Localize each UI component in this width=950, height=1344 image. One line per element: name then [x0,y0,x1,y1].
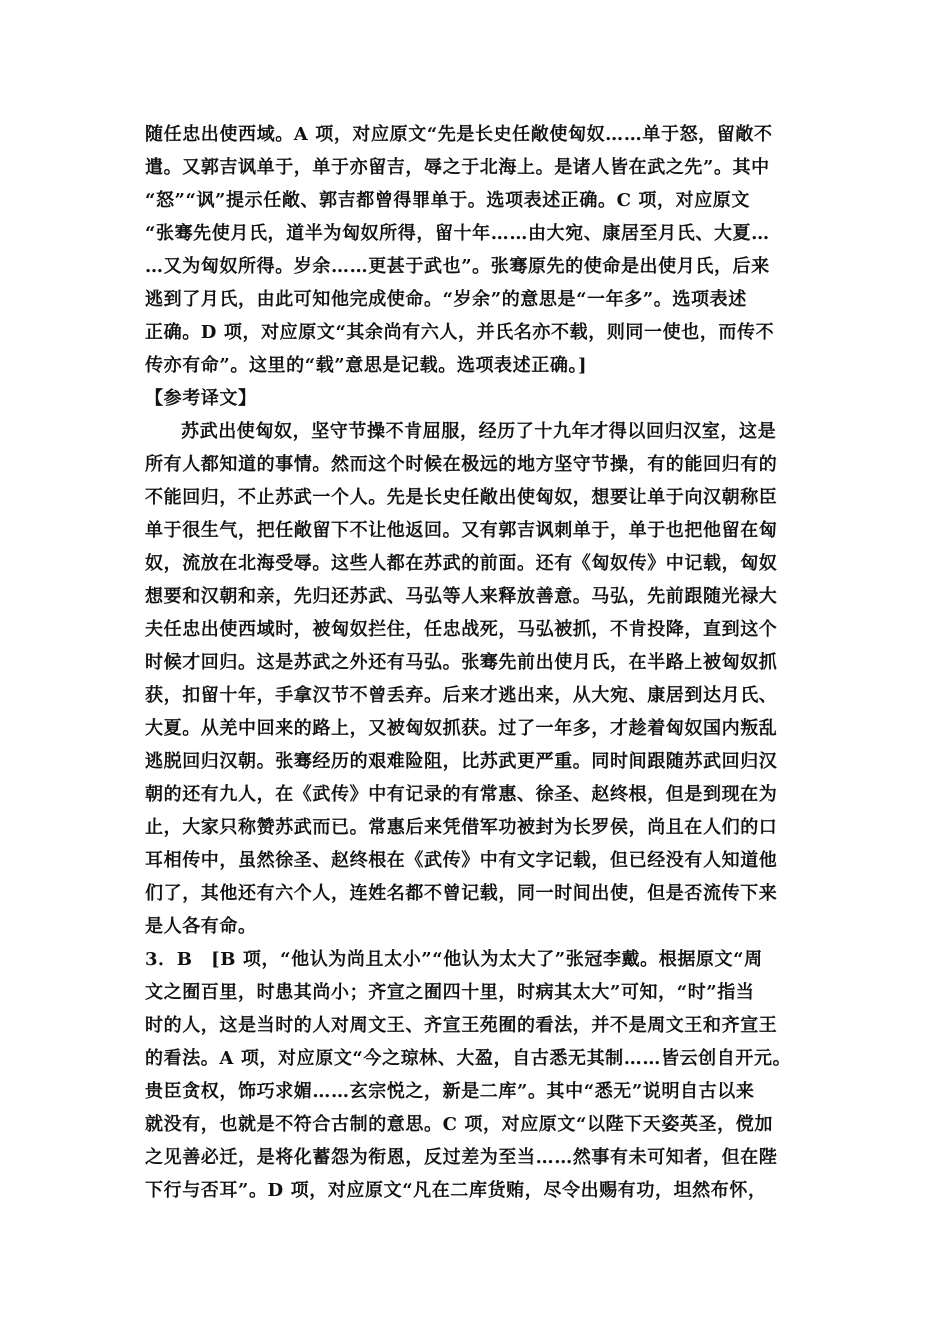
text-line: …又为匈奴所得。岁余……更甚于武也”。张骞原先的使命是出使月氏，后来 [145,256,770,277]
text-line: 夫任忠出使西域时，被匈奴拦住，任忠战死，马弘被抓，不肯投降，直到这个 [145,619,778,640]
text-line: 获，扣留十年，手拿汉节不曾丢弃。后来才逃出来，从大宛、康居到达月氏、 [145,685,778,706]
text-line: 大夏。从羌中回来的路上，又被匈奴抓获。过了一年多，才趁着匈奴国内叛乱 [145,718,778,739]
answer-3-explanation [145,943,825,1207]
text-line: 所有人都知道的事情。然而这个时候在极远的地方坚守节操，有的能回归有的 [145,454,778,475]
text-line: 苏武出使匈奴，坚守节操不肯屈服，经历了十九年才得以回归汉室，这是 [181,421,777,442]
text-line: 奴，流放在北海受辱。这些人都在苏武的前面。还有《匈奴传》中记载，匈奴 [145,553,778,574]
text-line: “怒”“讽”提示任敞、郭吉都曾得罪单于。选项表述正确。C 项，对应原文 [145,190,751,211]
text-line: 传亦有命”。这里的“载”意思是记载。选项表述正确。] [145,355,588,376]
answer-2-explanation [145,118,825,382]
text-line: 3．B [B 项，“他认为尚且太小”“他认为太大了”张冠李戴。根据原文“周 [145,949,763,970]
text-line: 就没有，也就是不符合古制的意思。C 项，对应原文“以陛下天姿英圣，傥加 [145,1114,773,1135]
text-line: 不能回归，不止苏武一个人。先是长史任敞出使匈奴，想要让单于向汉朝称臣 [145,487,778,508]
text-line: 随任忠出使西域。A 项，对应原文“先是长史任敞使匈奴……单于怒，留敞不 [145,124,773,145]
text-line: 贵臣贪权，饰巧求媚……玄宗悦之，新是二库”。其中“悉无”说明自古以来 [145,1081,755,1102]
text-line: 们了，其他还有六个人，连姓名都不曾记载，同一时间出使，但是否流传下来 [145,883,778,904]
text-line: 之见善必迁，是将化蓄怨为衔恩，反过差为至当……然事有未可知者，但在陛 [145,1147,778,1168]
text-line: 正确。D 项，对应原文“其余尚有六人，并氏名亦不载，则同一使也，而传不 [145,322,775,343]
text-line: 时候才回归。这是苏武之外还有马弘。张骞先前出使月氏，在半路上被匈奴抓 [145,652,778,673]
text-line: 耳相传中，虽然徐圣、赵终根在《武传》中有文字记载，但已经没有人知道他 [145,850,778,871]
text-line: 朝的还有九人，在《武传》中有记录的有常惠、徐圣、赵终根，但是到现在为 [145,784,778,805]
text-line: 遣。又郭吉讽单于，单于亦留吉，辱之于北海上。是诸人皆在武之先”。其中 [145,157,770,178]
document-body [145,118,825,1207]
text-line: 下行与否耳”。D 项，对应原文“凡在二库货贿，尽令出赐有功，坦然布怀， [145,1180,767,1201]
text-line: “张骞先使月氏，道半为匈奴所得，留十年……由大宛、康居至月氏、大夏… [145,223,770,244]
text-line: 想要和汉朝和亲，先归还苏武、马弘等人来释放善意。马弘，先前跟随光禄大 [145,586,778,607]
translation-heading: 【参考译文】 [145,388,257,409]
text-line: 是人各有命。 [145,916,257,937]
text-line: 的看法。A 项，对应原文“今之琼林、大盈，自古悉无其制……皆云创自开元。 [145,1048,792,1069]
text-line: 逃脱回归汉朝。张骞经历的艰难险阻，比苏武更严重。同时间跟随苏武回归汉 [145,751,778,772]
text-line: 时的人，这是当时的人对周文王、齐宣王苑囿的看法，并不是周文王和齐宣王 [145,1015,778,1036]
translation-paragraph [145,415,825,943]
text-line: 止，大家只称赞苏武而已。常惠后来凭借军功被封为长罗侯，尚且在人们的口 [145,817,778,838]
text-line: 逃到了月氏，由此可知他完成使命。“岁余”的意思是“一年多”。选项表述 [145,289,747,310]
text-line: 文之囿百里，时患其尚小；齐宣之囿四十里，时病其太大”可知，“时”指当 [145,982,755,1003]
text-line: 单于很生气，把任敞留下不让他返回。又有郭吉讽刺单于，单于也把他留在匈 [145,520,778,541]
